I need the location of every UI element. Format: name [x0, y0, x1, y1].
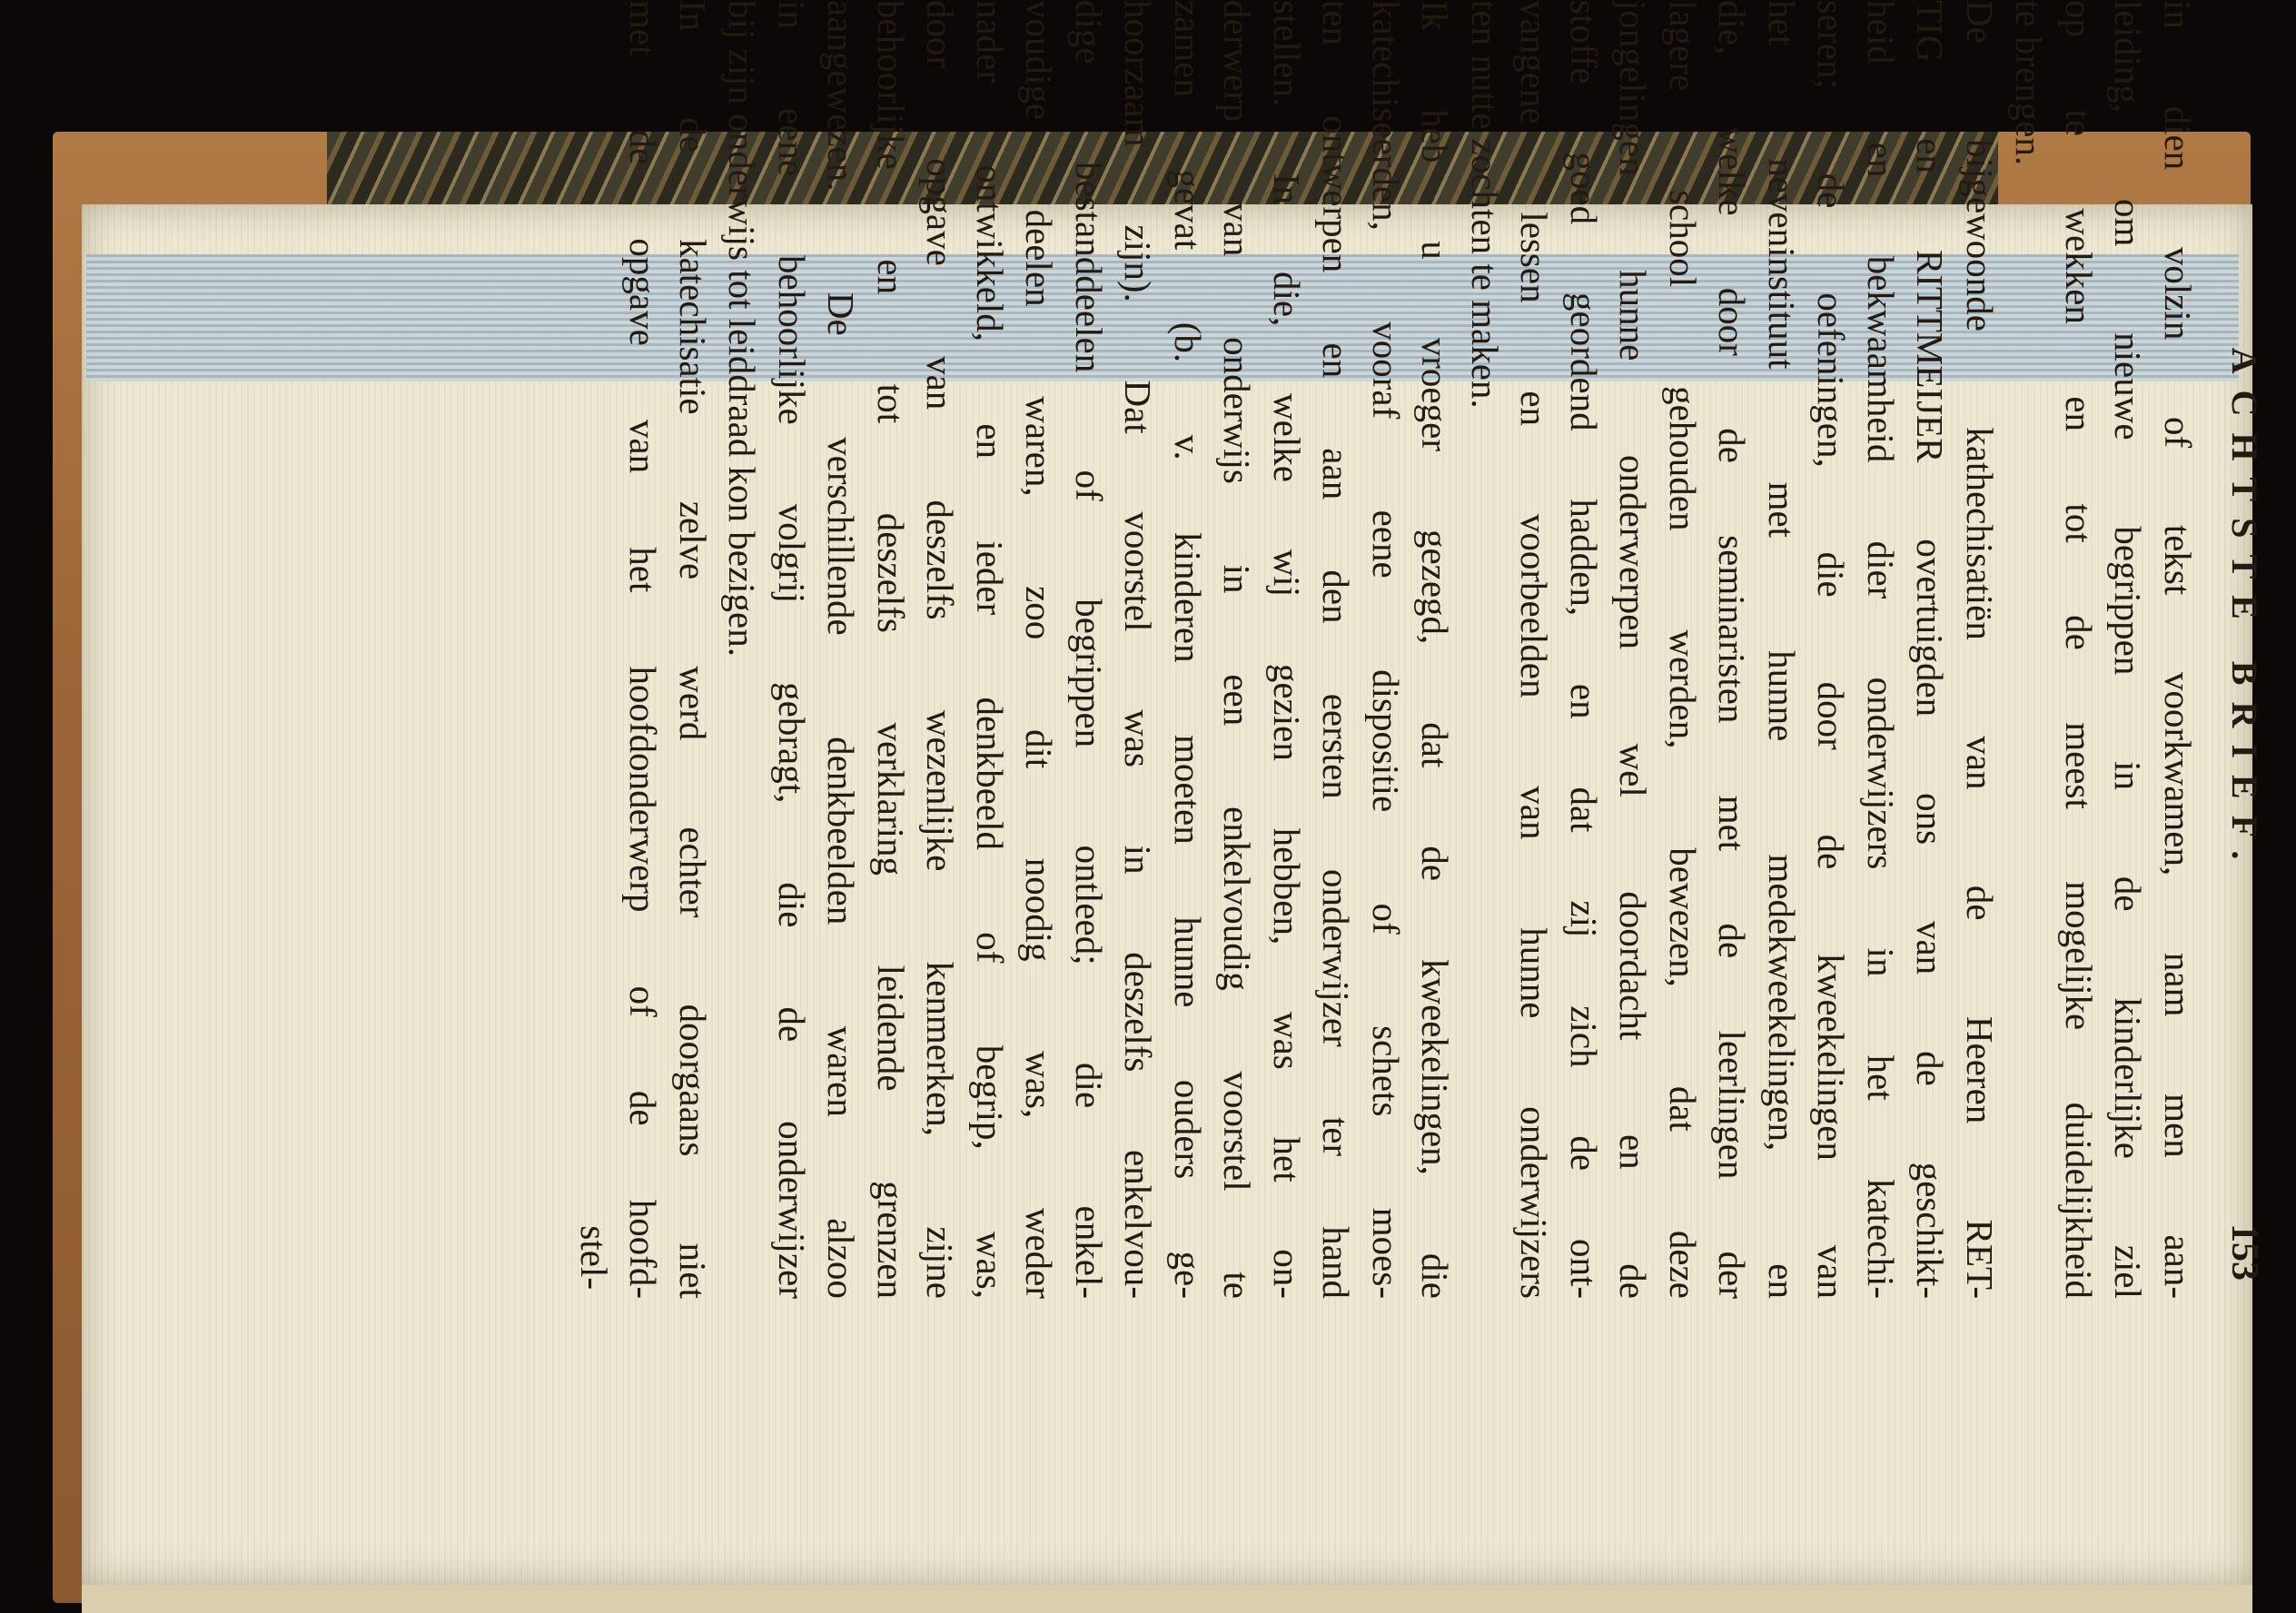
text-line: die, welke door de seminaristen met de leerlingen der [1711, 0, 1754, 1299]
text-line: met de opgave van het hoofdonderwerp of de hoofd- [622, 0, 665, 1299]
text-line: leiding, om nieuwe begrippen in de kinderlijke ziel [2107, 0, 2150, 1299]
text-block [468, 0, 2266, 1299]
text-line: nader ontwikkeld, en ieder denkbeeld of begrip, was, [969, 0, 1011, 1299]
facing-page-edge [82, 1585, 2252, 1613]
text-line: stellen. In die, welke wij gezien hebben, was het on- [1266, 0, 1308, 1299]
body-text [619, 0, 2202, 1299]
text-line: In de katechisatie zelve werd echter doorgaans niet [672, 0, 714, 1299]
text-line: door opgave van deszelfs wezenlijke kenmerken, zijne [919, 0, 962, 1299]
text-line: ten ontwerpen en aan den eersten onderwijzer ter hand [1315, 0, 1358, 1299]
text-line: in dien volzin of tekst voorkwamen, nam men aan- [2157, 0, 2199, 1299]
text-line: Ik heb u vroeger gezegd, dat de kweekelingen, die [1414, 0, 1457, 1299]
text-line: aangewezen. De verschillende denkbeelden waren alzoo [820, 0, 863, 1299]
text-line: katechiseerden, vooraf eene dispositie of schets moes- [1365, 0, 1407, 1299]
text-line: stoffe goed geordend hadden, en dat zij zich de ont- [1563, 0, 1605, 1299]
text-line: voudige deelen waren, zoo dit noodig was, weder [1018, 0, 1061, 1299]
text-line: lagere school gehouden werden, bewezen, dat deze [1662, 0, 1704, 1299]
text-line: ten nutte zochten te maken. [1464, 0, 1506, 409]
catchword: stel- [573, 1225, 615, 1290]
text-line: hoorzaam zijn). Dat voorstel was in deszelfs enkelvou- [1117, 0, 1160, 1299]
text-line: te brengen. [2008, 0, 2051, 166]
text-line: derwerp van onderwijs in een enkelvoudig voorstel te [1216, 0, 1259, 1299]
text-line: De bijgewoonde kathechisatiën van de Heeren RET- [1959, 0, 2001, 1299]
text-line: bij zijn onderwijs tot leiddraad kon bezigen. [721, 0, 764, 658]
text-line: zamen gevat (b. v. kinderen moeten hunne ouders ge- [1167, 0, 1209, 1299]
text-line: vangene lessen en voorbeelden van hunne onderwijzers [1513, 0, 1556, 1299]
text-line: op te wekken en tot de meest mogelijke duidelijkheid [2058, 0, 2100, 1299]
text-line: dige bestanddeelen of begrippen ontleed; die enkel- [1068, 0, 1110, 1299]
text-line: TIG en RITTMEIJER overtuigden ons van de geschikt- [1909, 0, 1952, 1299]
text-line: seren; de oefeningen, die door de kweekelingen van [1810, 0, 1853, 1299]
text-line: heid en bekwaamheid dier onderwijzers in het katechi- [1860, 0, 1902, 1299]
text-line: het neveninstituut met hunne medekweekelingen, en [1761, 0, 1803, 1299]
text-line: in eene behoorlijke volgrij gebragt, die de onderwijzer [771, 0, 813, 1299]
page-header [2202, 0, 2266, 1299]
text-line: jongelingen hunne onderwerpen wel doordacht en de [1612, 0, 1655, 1299]
text-line: behoorlijke en tot deszelfs verklaring leidende grenzen [870, 0, 912, 1299]
running-title: ACHTSTE BRIEF. [2224, 347, 2265, 876]
page-number: 153 [2223, 1223, 2265, 1281]
